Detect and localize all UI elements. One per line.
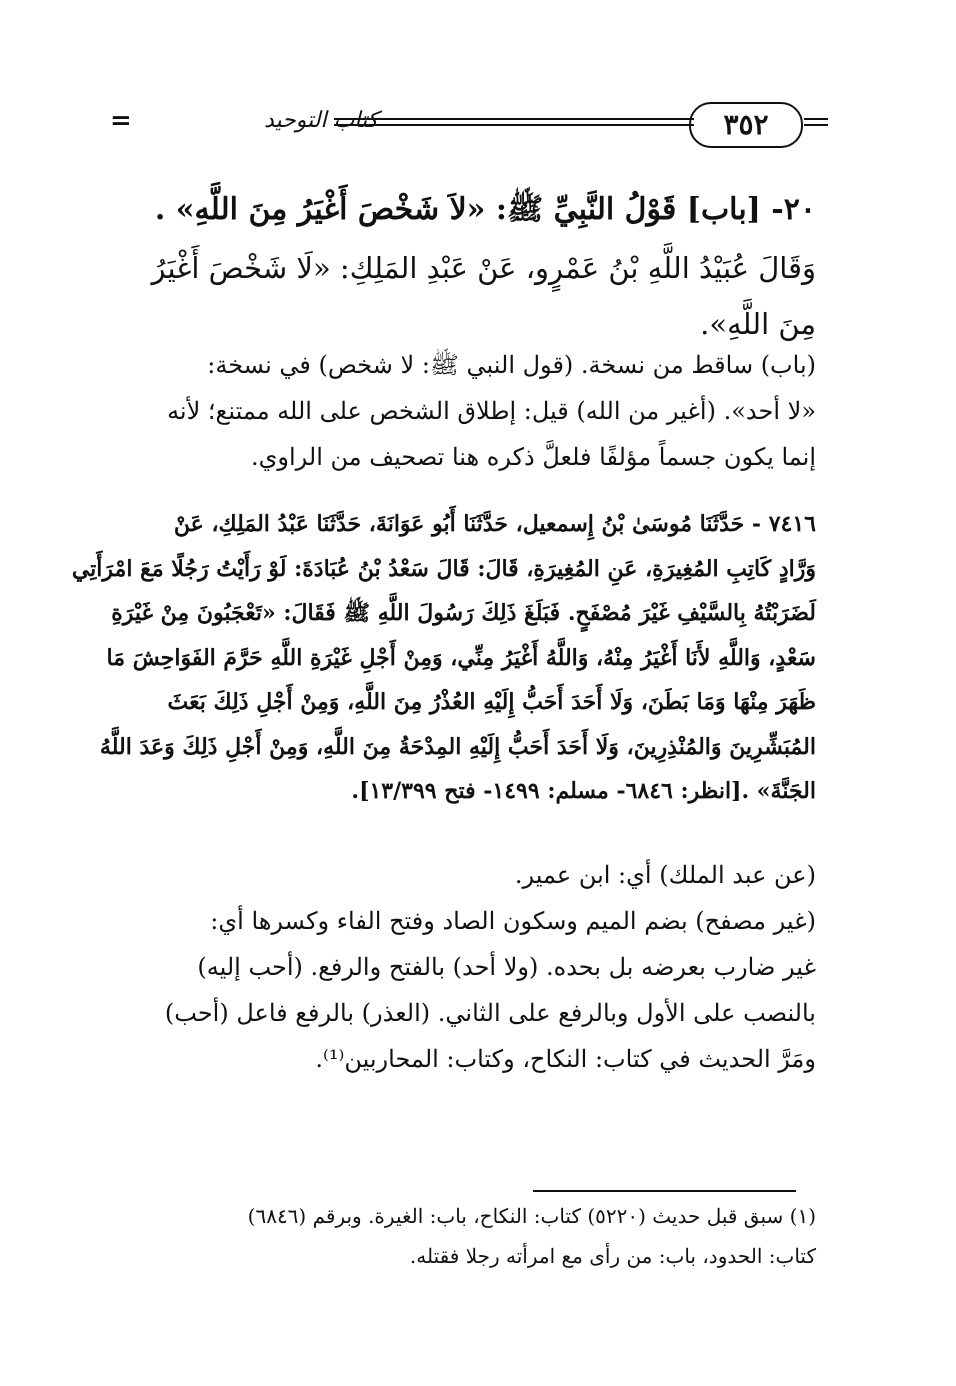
footnote-separator <box>533 1190 796 1192</box>
text-line: الجَنَّةَ» .[انظر: ٦٨٤٦- مسلم: ١٤٩٩- فتح ١٣/٣٩٩]. <box>351 778 816 804</box>
header-rule <box>334 118 694 120</box>
header-rule-tail <box>804 124 828 126</box>
text-line: (غير مصفح) بضم الميم وسكون الصاد وفتح الفاء وكسرها أي: <box>210 907 816 935</box>
chapter-heading <box>126 182 816 238</box>
text-line: ظَهَرَ مِنْهَا وَمَا بَطَنَ، وَلَا أَحَدَ أَحَبُّ إِلَيْهِ العُذْرُ مِنَ اللَّهِ، وَمِنْ أَجْلِ ذَلِكَ بَعَثَ <box>167 689 816 715</box>
text-line: لَضَرَبْتُهُ بِالسَّيْفِ غَيْرَ مُصْفَحٍ. فَبَلَغَ ذَلِكَ رَسُولَ اللَّهِ ﷺ فَقَالَ: «تَعْجَبُونَ مِنْ غَيْرَةِ <box>111 600 816 626</box>
text-line: إنما يكون جسماً مؤلفًا فلعلَّ ذكره هنا تصحيف من الراوي. <box>250 443 816 471</box>
footnote <box>126 1196 816 1276</box>
footnote-line: (١) سبق قبل حديث (٥٢٢٠) كتاب: النكاح، باب: الغيرة. وبرقم (٦٨٤٦) <box>247 1204 816 1228</box>
commentary-block <box>126 898 816 1082</box>
commentary-block <box>126 852 816 898</box>
text-line: «لا أحد». (أغير من الله) قيل: إطلاق الشخص على الله ممتنع؛ لأنه <box>167 397 816 425</box>
text-line: سَعْدٍ، وَاللَّهِ لأَنَا أَغْيَرُ مِنْهُ، وَاللَّهُ أَغْيَرُ مِنِّي، وَمِنْ أَجْلِ غَيْرَةِ اللَّهِ حَرَّمَ الفَوَاحِشَ مَا <box>106 644 816 671</box>
header-rule <box>334 124 694 126</box>
header-ornament: = <box>110 106 132 136</box>
text-line: ومَرَّ الحديث في كتاب: النكاح، وكتاب: المحاربين⁽¹⁾. <box>315 1045 816 1073</box>
text-line: وَرَّادٍ كَاتِبِ المُغِيرَةِ، عَنِ المُغِيرَةِ، قَالَ: قَالَ سَعْدُ بْنُ عُبَادَةَ: لَوْ رَأَيْتُ رَجُلًا مَعَ امْرَأَتِي <box>71 555 816 582</box>
text-line: (باب) ساقط من نسخة. (قول النبي ﷺ: لا شخص) في نسخة: <box>207 351 816 379</box>
text-line: مِنَ اللَّهِ». <box>700 307 816 341</box>
page-number: ٣٥٢ <box>689 102 803 148</box>
text-line: غير ضارب بعرضه بل بحده. (ولا أحد) بالفتح والرفع. (أحب إليه) <box>197 953 816 981</box>
text-line: المُبَشِّرِينَ وَالمُنْذِرِينَ، وَلَا أَحَدَ أَحَبُّ إِلَيْهِ المِدْحَةُ مِنَ اللَّهِ، وَمِنْ أَجْلِ ذَلِكَ وَعَدَ اللَّهُ <box>99 733 816 760</box>
footnote-line: كتاب: الحدود، باب: من رأى مع امرأته رجلا فقتله. <box>409 1244 816 1268</box>
header-rule-tail <box>804 118 828 120</box>
text-line: ٧٤١٦ - حَدَّثَنَا مُوسَىٰ بْنُ إِسمعيل، حَدَّثَنَا أَبُو عَوَانَةَ، حَدَّثَنَا عَبْدُ المَلِكِ، عَنْ <box>173 511 816 537</box>
hadith-text <box>71 502 816 814</box>
text-line: بالنصب على الأول وبالرفع على الثاني. (العذر) بالرفع فاعل (أحب) <box>164 999 816 1027</box>
commentary-block <box>126 342 816 480</box>
running-header <box>104 96 824 156</box>
book-title: كتاب التوحيد <box>264 108 379 133</box>
chapter-title: ٢٠- [باب] قَوْلُ النَّبِيِّ ﷺ: «لاَ شَخْصَ أَغْيَرُ مِنَ اللَّهِ» . <box>154 192 816 227</box>
text-line: (عن عبد الملك) أي: ابن عمير. <box>514 861 816 889</box>
text-line: وَقَالَ عُبَيْدُ اللَّهِ بْنُ عَمْرٍو، عَنْ عَبْدِ المَلِكِ: «لَا شَخْصَ أَغْيَرُ <box>151 251 816 285</box>
chapter-narration <box>126 240 816 352</box>
